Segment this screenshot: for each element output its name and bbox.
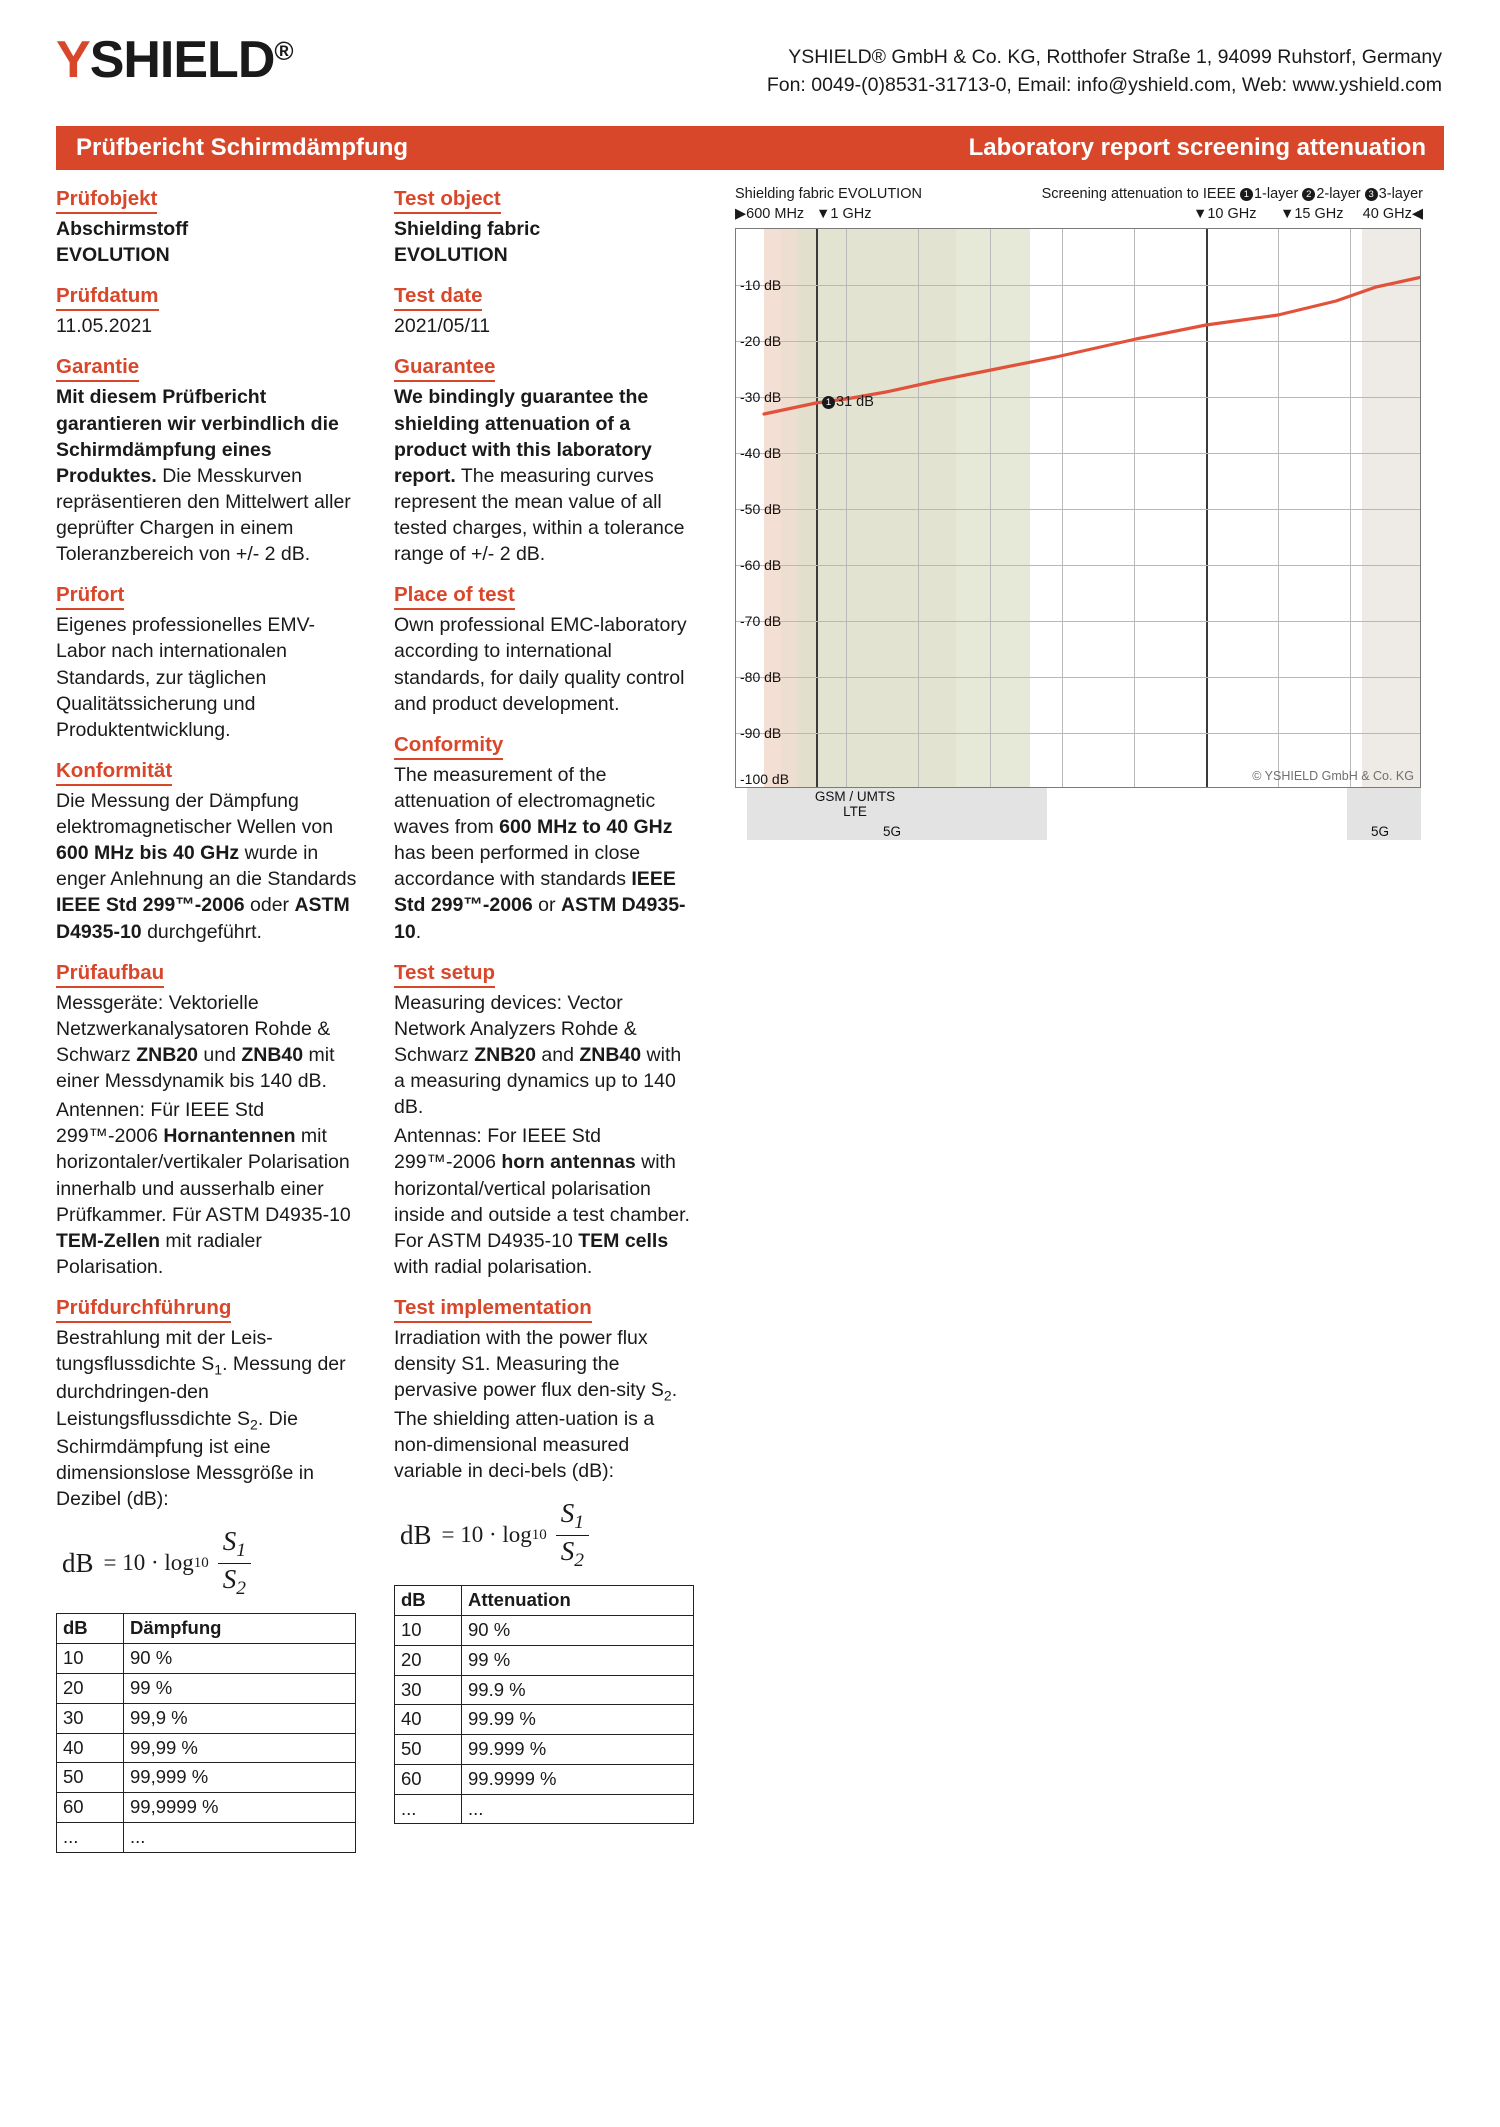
table-cell-value: ...: [462, 1794, 694, 1824]
test-setup-text-de-3: mit einer Messdynamik bis 140 dB.: [56, 1043, 335, 1092]
table-cell-value: 99.9 %: [462, 1675, 694, 1705]
formula-num-sub-de: 1: [236, 1540, 247, 1562]
ytick-label: -20 dB: [740, 333, 782, 349]
table-row: [57, 1822, 356, 1852]
annotation-31db-label: 31 dB: [836, 394, 874, 410]
table-cell-value: 90 %: [124, 1644, 356, 1674]
table-cell-value: 99.999 %: [462, 1735, 694, 1765]
curve-1-layer: [736, 229, 1421, 788]
company-address-line1: YSHIELD® GmbH & Co. KG, Rotthofer Straße 1, 94099 Ruhstorf, Germany: [788, 46, 1442, 68]
section-test-implementation-de: [56, 1295, 359, 1512]
table-cell-db: 50: [57, 1763, 124, 1793]
conformity-text-en-1: The measurement of the attenuation of electromagnetic waves from: [394, 763, 656, 838]
table-row: [395, 1735, 694, 1765]
table-row: [395, 1705, 694, 1735]
xtick-40ghz: 40 GHz◀: [1362, 206, 1423, 222]
title-bar: [56, 126, 1444, 170]
band-label-lte-text: LTE: [843, 804, 867, 819]
chart-top-labels: [735, 186, 1425, 228]
company-address: [767, 34, 1444, 99]
yshield-logo: [56, 31, 293, 89]
table-cell-db: ...: [395, 1794, 462, 1824]
device-znb40-en: ZNB40: [579, 1043, 642, 1066]
section-test-date-de: [56, 283, 359, 339]
table-cell-db: 20: [57, 1674, 124, 1704]
xtick-600mhz: ▶600 MHz: [735, 206, 805, 222]
xtick-40ghz-label: 40 GHz: [1362, 206, 1412, 222]
test-object-value-en-2: EVOLUTION: [394, 244, 508, 267]
table-header-db-de: dB: [57, 1614, 124, 1644]
heading-test-object-de: Prüfobjekt: [56, 186, 157, 214]
formula-den-symbol-de: S: [222, 1563, 237, 1594]
ytick-label: -90 dB: [740, 725, 782, 741]
section-conformity-de: [56, 758, 359, 945]
formula-numerator-de: [218, 1527, 251, 1564]
section-conformity-en: [394, 732, 697, 945]
antenna-text-de-2: mit horizontaler/vertikaler Polarisation innerhalb und ausserhalb einer Prüfkammer. Für ASTM D4935-10: [56, 1125, 351, 1226]
table-row: [57, 1703, 356, 1733]
table-header-attenuation-en: Attenuation: [462, 1586, 694, 1616]
legend-marker-1: 1: [1240, 188, 1253, 201]
conformity-standard-en-1: IEEE Std 299™-2006: [394, 868, 676, 917]
band-label-gsm-umts-text: GSM / UMTS: [814, 789, 896, 804]
table-cell-db: 50: [395, 1735, 462, 1765]
ytick-label: -30 dB: [740, 389, 782, 405]
table-row: [395, 1645, 694, 1675]
title-english: Laboratory report screening attenuation: [968, 134, 1426, 161]
antenna-text-de-3: mit radialer Polarisation.: [56, 1229, 262, 1278]
formula-den-sub-en: 2: [574, 1549, 585, 1571]
table-cell-value: 99 %: [462, 1645, 694, 1675]
table-row: [57, 1763, 356, 1793]
ytick-label: -10 dB: [740, 277, 782, 293]
antenna-type-de-1: Hornantennen: [163, 1125, 296, 1148]
legend-marker-3: 3: [1365, 188, 1378, 201]
formula-de: [62, 1527, 359, 1599]
implementation-text-de-1: Bestrahlung mit der Leis-tungsflussdichte S: [56, 1327, 273, 1376]
device-znb20-de: ZNB20: [136, 1043, 198, 1066]
legend-marker-2: 2: [1302, 188, 1315, 201]
guarantee-bold-de: Mit diesem Prüfbericht garantieren wir verbindlich die Schirmdämpfung eines Produktes.: [56, 386, 339, 487]
table-cell-db: 10: [57, 1644, 124, 1674]
table-cell-value: 99.99 %: [462, 1705, 694, 1735]
heading-place-of-test-en: Place of test: [394, 582, 515, 610]
band-label-gsm-umts: [780, 789, 930, 805]
xtick-10ghz: ▼10 GHz: [1193, 206, 1257, 222]
table-cell-value: 99,9999 %: [124, 1793, 356, 1823]
formula-num-symbol-de: S: [222, 1526, 237, 1557]
implementation-sub-de-2: 2: [250, 1416, 258, 1433]
conformity-text-en-3: or: [532, 894, 561, 917]
xtick-1ghz: ▼1 GHz: [816, 206, 872, 222]
formula-lhs-en: dB: [400, 1519, 432, 1550]
page-header: [56, 31, 1444, 112]
conformity-standard-de-1: IEEE Std 299™-2006: [56, 894, 245, 917]
place-of-test-text-de: Eigenes professionelles EMV-Labor nach internationalen Standards, zur täglichen Qualitätssicherung und Produktentwicklung.: [56, 614, 316, 741]
test-object-value-en-1: Shielding fabric: [394, 218, 541, 240]
band-label-5g-low-text: 5G: [882, 824, 901, 839]
formula-numerator-en: [556, 1499, 589, 1536]
section-guarantee-en: [394, 354, 697, 567]
xtick-600mhz-label: 600 MHz: [746, 206, 805, 222]
ytick-label: -70 dB: [740, 613, 782, 629]
conformity-text-de-3: oder: [244, 894, 295, 917]
section-test-implementation-en: [394, 1295, 697, 1484]
formula-den-symbol-en: S: [560, 1535, 575, 1566]
formula-den-sub-de: 2: [236, 1578, 247, 1600]
ytick-label: -60 dB: [740, 557, 782, 573]
antenna-type-de-2: TEM-Zellen: [56, 1229, 161, 1252]
table-row: [395, 1675, 694, 1705]
chart-title: Shielding fabric EVOLUTION: [735, 186, 922, 202]
section-test-object-de: [56, 186, 359, 268]
xtick-15ghz-label: 15 GHz: [1294, 206, 1344, 222]
antenna-text-en-1: Antennas: For IEEE Std 299™-2006: [394, 1125, 602, 1174]
heading-conformity-en: Conformity: [394, 732, 503, 760]
conformity-text-de-4: durchgeführt.: [141, 920, 262, 943]
band-label-5g-low: [817, 824, 967, 840]
conformity-text-de-2: wurde in enger Anlehnung an die Standards: [56, 842, 357, 891]
chart-copyright: © YSHIELD GmbH & Co. KG: [1252, 769, 1414, 783]
antenna-type-en-1: horn antennas: [501, 1151, 636, 1174]
ytick-label: -80 dB: [740, 669, 782, 685]
test-date-value-de: 11.05.2021: [56, 315, 153, 338]
test-object-value-de-1: Abschirmstoff: [56, 218, 189, 240]
conformity-standard-en-2: ASTM D4935-10: [394, 894, 686, 943]
table-cell-value: 99,999 %: [124, 1763, 356, 1793]
device-znb20-en: ZNB20: [474, 1043, 536, 1066]
guarantee-bold-en: We bindingly guarantee the shielding attenuation of a product with this laboratory report.: [394, 386, 652, 487]
logo-letter-y: Y: [56, 31, 90, 89]
column-chart: [735, 186, 1425, 1853]
section-place-of-test-en: [394, 582, 697, 717]
antenna-text-en-2: with horizontal/vertical polarisation inside and outside a test chamber. For ASTM D4935-10: [394, 1151, 690, 1252]
formula-lhs-de: dB: [62, 1548, 94, 1579]
conformity-range-en: 600 MHz to 40 GHz: [499, 816, 673, 838]
place-of-test-text-en: Own professional EMC-laboratory according to international standards, for daily quality control and product development.: [394, 614, 687, 715]
heading-guarantee-de: Garantie: [56, 354, 139, 382]
guarantee-text-de: Die Messkurven repräsentieren den Mittelwert aller geprüfter Chargen in einem Toleranzbereich von +/- 2 dB.: [56, 464, 351, 566]
table-header-row: [57, 1614, 356, 1644]
formula-fraction-de: [218, 1527, 251, 1599]
column-german: [56, 186, 359, 1853]
table-cell-value: 99,99 %: [124, 1733, 356, 1763]
title-german: Prüfbericht Schirmdämpfung: [76, 134, 409, 161]
heading-test-implementation-de: Prüfdurchführung: [56, 1295, 231, 1323]
table-cell-db: 10: [395, 1615, 462, 1645]
legend-label-2: 2-layer: [1316, 186, 1361, 202]
table-row: [57, 1674, 356, 1704]
attenuation-table-de: [56, 1613, 356, 1852]
device-znb40-de: ZNB40: [241, 1043, 304, 1066]
formula-logsub-en: 10: [531, 1527, 547, 1543]
test-object-value-de-2: EVOLUTION: [56, 244, 170, 267]
implementation-text-en-1: Irradiation with the power flux density S1. Measuring the pervasive power flux den-sity S: [394, 1327, 664, 1402]
implementation-sub-de-1: 1: [214, 1361, 223, 1378]
test-setup-text-en-3: with a measuring dynamics up to 140 dB.: [394, 1043, 682, 1119]
test-setup-text-de-2: und: [197, 1043, 242, 1066]
table-cell-db: ...: [57, 1822, 124, 1852]
guarantee-text-en: The measuring curves represent the mean value of all tested charges, within a tolerance range of +/- 2 dB.: [394, 464, 685, 566]
implementation-text-en-2: . The shielding atten-uation is a non-dimensional measured variable in deci-bels (dB):: [394, 1379, 678, 1482]
table-cell-db: 20: [395, 1645, 462, 1675]
attenuation-chart: [735, 186, 1425, 866]
band-label-lte: [780, 804, 930, 820]
table-row: [57, 1644, 356, 1674]
table-row: [57, 1733, 356, 1763]
conformity-text-de-1: Die Messung der Dämpfung elektromagnetischer Wellen von: [56, 789, 334, 838]
table-cell-db: 30: [57, 1703, 124, 1733]
band-label-5g-high: [1335, 824, 1425, 840]
annotation-31db: [822, 394, 874, 410]
heading-test-setup-de: Prüfaufbau: [56, 960, 164, 988]
ytick-label: -40 dB: [740, 445, 782, 461]
table-cell-db: 60: [395, 1764, 462, 1794]
logo-registered-mark: ®: [274, 36, 293, 66]
formula-num-symbol-en: S: [560, 1497, 575, 1528]
annotation-marker-1: 1: [822, 396, 835, 409]
test-setup-text-en-2: and: [535, 1043, 580, 1066]
table-cell-value: 90 %: [462, 1615, 694, 1645]
section-guarantee-de: [56, 354, 359, 567]
xtick-1ghz-label: 1 GHz: [830, 206, 872, 222]
formula-denominator-en: [556, 1536, 589, 1572]
section-test-object-en: [394, 186, 697, 268]
table-cell-value: 99,9 %: [124, 1703, 356, 1733]
formula-fraction-en: [556, 1499, 589, 1571]
heading-test-date-de: Prüfdatum: [56, 283, 159, 311]
section-test-setup-de: [56, 960, 359, 1280]
table-row: [395, 1794, 694, 1824]
chart-legend: [1042, 186, 1423, 202]
section-test-setup-en: [394, 960, 697, 1280]
table-cell-db: 40: [395, 1705, 462, 1735]
implementation-text-de-3: . Die Schirmdämpfung ist eine dimensionslose Messgröße in Dezibel (dB):: [56, 1407, 314, 1511]
heading-test-date-en: Test date: [394, 283, 482, 311]
legend-label-3: 3-layer: [1378, 186, 1423, 202]
table-row: [395, 1764, 694, 1794]
chart-legend-title: Screening attenuation to IEEE: [1041, 186, 1236, 202]
test-date-value-en: 2021/05/11: [394, 315, 491, 338]
table-cell-value: ...: [124, 1822, 356, 1852]
implementation-sub-en-1: 2: [663, 1387, 672, 1404]
ytick-label: -100 dB: [740, 771, 790, 787]
heading-test-implementation-en: Test implementation: [394, 1295, 592, 1323]
logo-text: SHIELD: [89, 31, 275, 89]
implementation-text-de-2: . Messung der durchdringen-den Leistungsflussdichte S: [56, 1353, 346, 1430]
ytick-label: -50 dB: [740, 501, 782, 517]
heading-test-setup-en: Test setup: [394, 960, 495, 988]
table-header-row: [395, 1586, 694, 1616]
table-cell-db: 30: [395, 1675, 462, 1705]
formula-eq-de: = 10 · log: [103, 1549, 194, 1575]
heading-guarantee-en: Guarantee: [394, 354, 495, 382]
antenna-text-en-3: with radial polarisation.: [394, 1255, 593, 1278]
table-header-attenuation-de: Dämpfung: [124, 1614, 356, 1644]
conformity-standard-de-2: ASTM D4935-10: [56, 894, 350, 943]
table-cell-db: 60: [57, 1793, 124, 1823]
conformity-text-en-2: has been performed in close accordance with standards: [394, 842, 641, 891]
table-cell-value: 99.9999 %: [462, 1764, 694, 1794]
test-setup-text-en-1: Measuring devices: Vector Network Analyzers Rohde & Schwarz: [394, 991, 637, 1066]
band-label-5g-high-text: 5G: [1370, 824, 1389, 839]
chart-plot-area: [735, 228, 1421, 788]
table-row: [395, 1615, 694, 1645]
conformity-text-en-4: .: [415, 920, 422, 943]
legend-label-1: 1-layer: [1253, 186, 1299, 202]
formula-denominator-de: [218, 1564, 251, 1600]
formula-logsub-de: 10: [193, 1555, 209, 1572]
table-cell-value: 99 %: [124, 1674, 356, 1704]
column-english: [394, 186, 697, 1853]
heading-test-object-en: Test object: [394, 186, 501, 214]
formula-en: [400, 1499, 697, 1571]
table-header-db-en: dB: [395, 1586, 462, 1616]
section-place-of-test-de: [56, 582, 359, 743]
conformity-range-de: 600 MHz bis 40 GHz: [56, 842, 240, 865]
xtick-15ghz: ▼15 GHz: [1280, 206, 1344, 222]
heading-place-of-test-de: Prüfort: [56, 582, 124, 610]
company-contact-line: Fon: 0049-(0)8531-31713-0, Email: info@yshield.com, Web: www.yshield.com: [766, 73, 1442, 96]
heading-conformity-de: Konformität: [56, 758, 172, 786]
table-row: [57, 1793, 356, 1823]
chart-frequency-bands: [735, 788, 1421, 850]
formula-eq-en: = 10 · log: [441, 1521, 532, 1547]
formula-num-sub-en: 1: [574, 1512, 585, 1534]
section-test-date-en: [394, 283, 697, 339]
test-setup-text-de-1: Messgeräte: Vektorielle Netzwerkanalysatoren Rohde & Schwarz: [56, 991, 331, 1066]
antenna-text-de-1: Antennen: Für IEEE Std 299™-2006: [56, 1099, 265, 1148]
xtick-10ghz-label: 10 GHz: [1207, 206, 1257, 222]
table-cell-db: 40: [57, 1733, 124, 1763]
antenna-type-en-2: TEM cells: [578, 1229, 669, 1252]
attenuation-table-en: [394, 1585, 694, 1824]
report-body: [56, 186, 1444, 1853]
